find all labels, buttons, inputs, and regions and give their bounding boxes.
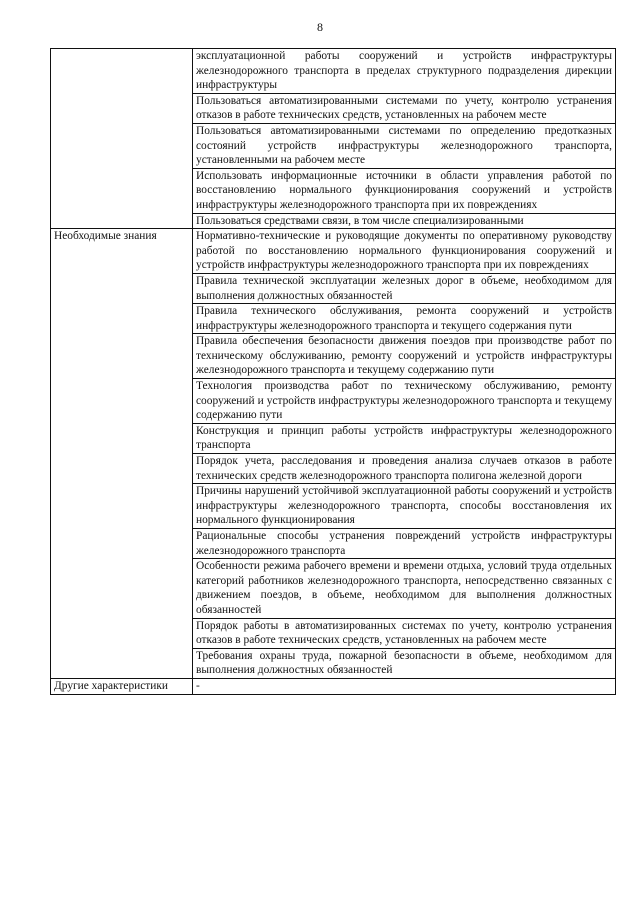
skill-item: Пользоваться средствами связи, в том числе специализированными	[193, 213, 616, 229]
knowledge-item: Правила технической эксплуатации железных дорог в объеме, необходимом для выполнения должностных обязанностей	[193, 273, 616, 303]
competency-table	[50, 48, 616, 695]
knowledge-item: Рациональные способы устранения повреждений устройств инфраструктуры железнодорожного транспорта	[193, 529, 616, 559]
table-row	[51, 229, 616, 274]
knowledge-item: Конструкция и принцип работы устройств инфраструктуры железнодорожного транспорта	[193, 423, 616, 453]
skill-item: эксплуатационной работы сооружений и устройств инфраструктуры железнодорожного транспорта в пределах структурного подразделения дирекции инфраструктуры	[193, 49, 616, 94]
page-number: 8	[317, 20, 323, 34]
knowledge-label: Необходимые знания	[51, 229, 193, 679]
table-row	[51, 678, 616, 694]
knowledge-item: Требования охраны труда, пожарной безопасности в объеме, необходимом для выполнения должностных обязанностей	[193, 648, 616, 678]
skill-item: Пользоваться автоматизированными системами по определению предотказных состояний устройств инфраструктуры железнодорожного транспорта, установленными на рабочем месте	[193, 123, 616, 168]
knowledge-item: Правила технического обслуживания, ремонта сооружений и устройств инфраструктуры железнодорожного транспорта и текущего содержания пути	[193, 304, 616, 334]
knowledge-item: Нормативно-технические и руководящие документы по оперативному руководству работой по восстановлению нормального функционирования сооружений и устройств инфраструктуры железнодорожного транспорта при их повреждениях	[193, 229, 616, 274]
other-characteristics-label: Другие характеристики	[51, 678, 193, 694]
skill-item: Использовать информационные источники в области управления работой по восстановлению нормального функционирования сооружений и устройств инфраструктуры железнодорожного транспорта при их повреждениях	[193, 168, 616, 213]
skill-item: Пользоваться автоматизированными системами по учету, контролю устранения отказов в работе технических средств, установленных на рабочем месте	[193, 93, 616, 123]
knowledge-item: Особенности режима рабочего времени и времени отдыха, условий труда отдельных категорий работников железнодорожного транспорта, непосредственно связанных с движением поездов, в объеме, необходимом для выполнения должностных обязанностей	[193, 559, 616, 618]
knowledge-item: Технология производства работ по техническому обслуживанию, ремонту сооружений и устройств инфраструктуры железнодорожного транспорта и текущему содержанию пути	[193, 379, 616, 424]
knowledge-item: Порядок учета, расследования и проведения анализа случаев отказов в работе технических средств железнодорожного транспорта полигона железной дороги	[193, 454, 616, 484]
other-characteristics-value: -	[193, 678, 616, 694]
knowledge-item: Порядок работы в автоматизированных системах по учету, контролю устранения отказов в работе технических средств, установленных на рабочем месте	[193, 618, 616, 648]
skills-label-cell	[51, 49, 193, 229]
knowledge-item: Причины нарушений устойчивой эксплуатационной работы сооружений и устройств инфраструктуры железнодорожного транспорта, способы восстановления их нормального функционирования	[193, 484, 616, 529]
knowledge-item: Правила обеспечения безопасности движения поездов при производстве работ по техническому обслуживанию, ремонту сооружений и устройств инфраструктуры железнодорожного транспорта и текущему содержанию пути	[193, 334, 616, 379]
table-row	[51, 49, 616, 94]
